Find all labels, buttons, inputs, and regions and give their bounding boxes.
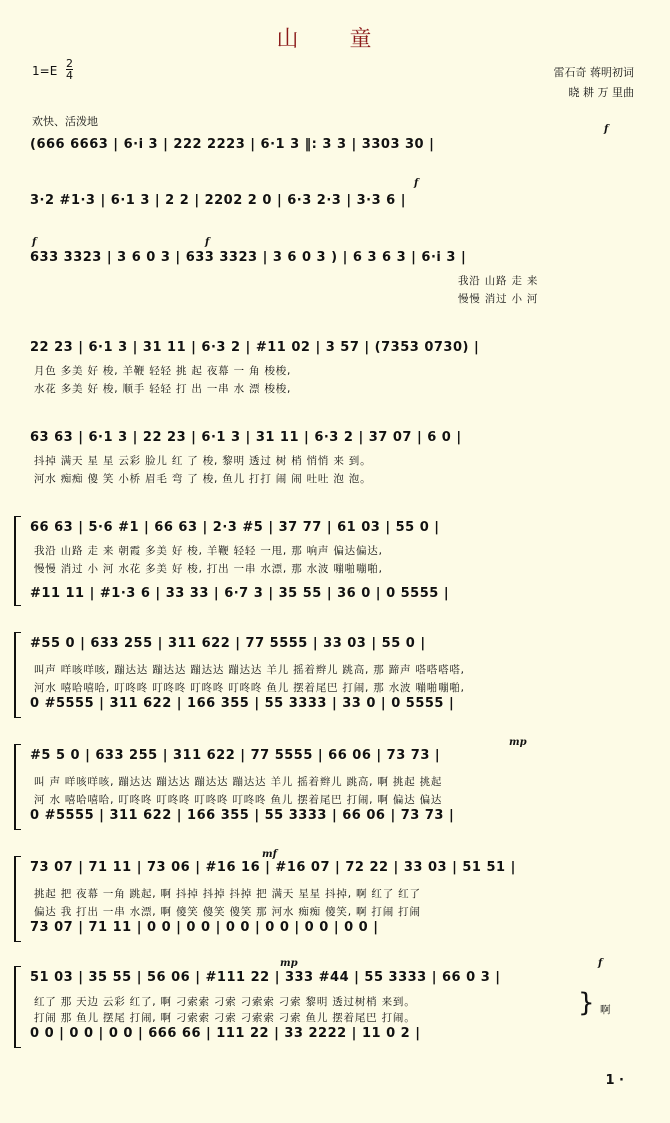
notation-row: 63 63 | 6·1 3 | 22 23 | 6·1 3 | 31 11 | 6·3 2 | 37 07 | 6 0 | [30,430,462,445]
lyric-line: 抖掉 满天 星 星 云彩 脸儿 红 了 梭, 黎明 透过 树 梢 悄悄 来 到。 [34,455,372,467]
lyric-line: 水花 多美 好 梭, 顺手 轻轻 打 出 一串 水 漂 梭梭, [34,383,292,395]
lyric-line: 河水 痴痴 傻 笑 小桥 眉毛 弯 了 梭, 鱼儿 打打 闹 闹 吐吐 泡 泡。 [34,473,372,485]
system-bracket [14,632,21,718]
lyric-line: 河 水 嘻哈嘻哈, 叮咚咚 叮咚咚 叮咚咚 叮咚咚 鱼儿 摆着尾巴 打闹, 啊 偏达 偏达 [34,794,443,806]
notation-row: 51 03 | 35 55 | 56 06 | #111 22 | 333 #44 | 55 3333 | 66 0 3 | [30,970,501,985]
lyric-line: 打闹 那 鱼儿 摆尾 打闹, 啊 刁索索 刁索 刁索索 刁索 鱼儿 摆着尾巴 打闹。 [34,1012,416,1024]
time-signature [66,58,73,81]
lyric-line: 挑起 把 夜幕 一角 跳起, 啊 抖掉 抖掉 抖掉 把 满天 星星 抖掉, 啊 红了 红了 [34,888,421,900]
lyric-line: 红了 那 天边 云彩 红了, 啊 刁索索 刁索 刁索索 刁索 黎明 透过树梢 来到。 [34,996,416,1008]
notation-row: #5 5 0 | 633 255 | 311 622 | 77 5555 | 66 06 | 73 73 | [30,748,441,763]
notation-row: 66 63 | 5·6 #1 | 66 63 | 2·3 #5 | 37 77 | 61 03 | 55 0 | [30,520,440,535]
lyric-line: 河水 嘻哈嘻哈, 叮咚咚 叮咚咚 叮咚咚 叮咚咚 鱼儿 摆着尾巴 打闹, 那 水波 嘣啪嘣啪, [34,682,465,694]
lyric-line: 偏达 我 打出 一串 水漂, 啊 傻笑 傻笑 傻笑 那 河水 痴痴 傻笑, 啊 打闹 打闹 [34,906,421,918]
lyric-line: 我沿 山路 走 来 朝霞 多美 好 梭, 羊鞭 轻轻 一甩, 那 响声 偏达偏达, [34,545,383,557]
system-bracket [14,744,21,830]
page-title: 山 童 [276,27,394,52]
system-bracket [14,966,21,1048]
lyric-line: 叫声 咩咳咩咳, 蹦达达 蹦达达 蹦达达 蹦达达 羊儿 摇着辫儿 跳高, 那 蹄声 嗒嗒嗒嗒, [34,664,465,676]
dynamic-mf: mf [262,849,277,860]
notation-row: 22 23 | 6·1 3 | 31 11 | 6·3 2 | #11 02 | 3 57 | (7353 0730) | [30,340,480,355]
lyricist-credit: 雷石奇 蒋明初词 [553,66,634,79]
time-denominator: 4 [66,69,73,82]
dynamic-f: f [604,124,609,135]
composer-credit: 晓 耕 万 里曲 [568,86,634,99]
notation-row: 3·2 #1·3 | 6·1 3 | 2 2 | 2202 2 0 | 6·3 2·3 | 3·3 6 | [30,193,406,208]
notation-row: #55 0 | 633 255 | 311 622 | 77 5555 | 33 03 | 55 0 | [30,636,426,651]
lyric-line: 月色 多美 好 梭, 羊鞭 轻轻 挑 起 夜幕 一 角 梭梭, [34,365,292,377]
notation-row: (666 6663 | 6·i 3 | 222 2223 | 6·1 3 ‖: 3 3 | 3303 30 | [30,137,435,152]
notation-row: #11 11 | #1·3 6 | 33 33 | 6·7 3 | 35 55 | 36 0 | 0 5555 | [30,586,450,601]
ending-ah: 啊 [600,1004,612,1016]
lyric-line: 慢慢 消过 小 河 水花 多美 好 梭, 打出 一串 水漂, 那 水波 嘣啪嘣啪, [34,563,383,575]
notation-row: 0 0 | 0 0 | 0 0 | 666 66 | 111 22 | 33 2222 | 11 0 2 | [30,1026,421,1041]
notation-row: 0 #5555 | 311 622 | 166 355 | 55 3333 | 33 0 | 0 5555 | [30,696,455,711]
dynamic-f: f [598,958,603,969]
page-number: 1 · [605,1073,624,1088]
lyric-line: 叫 声 咩咳咩咳, 蹦达达 蹦达达 蹦达达 蹦达达 羊儿 摇着辫儿 跳高, 啊 挑起 挑起 [34,776,443,788]
tempo-marking: 欢快、活泼地 [32,115,98,128]
lyric-line: 慢慢 消过 小 河 [458,293,539,305]
dynamic-f: f [205,237,210,248]
dynamic-mp: mp [280,958,298,969]
notation-row: 633 3323 | 3 6 0 3 | 633 3323 | 3 6 0 3 ) | 6 3 6 3 | 6·i 3 | [30,250,467,265]
notation-row: 0 #5555 | 311 622 | 166 355 | 55 3333 | 66 06 | 73 73 | [30,808,455,823]
system-bracket [14,516,21,606]
dynamic-f: f [414,178,419,189]
dynamic-f: f [32,237,37,248]
notation-row: 73 07 | 71 11 | 73 06 | #16 16 | #16 07 | 72 22 | 33 03 | 51 51 | [30,860,516,875]
notation-row: 73 07 | 71 11 | 0 0 | 0 0 | 0 0 | 0 0 | 0 0 | 0 0 | [30,920,379,935]
lyric-brace: } [578,988,595,1018]
time-numerator: 2 [66,57,73,70]
dynamic-mp: mp [509,737,527,748]
lyric-line: 我沿 山路 走 来 [458,275,539,287]
key-signature: 1=E [32,64,58,78]
system-bracket [14,856,21,942]
